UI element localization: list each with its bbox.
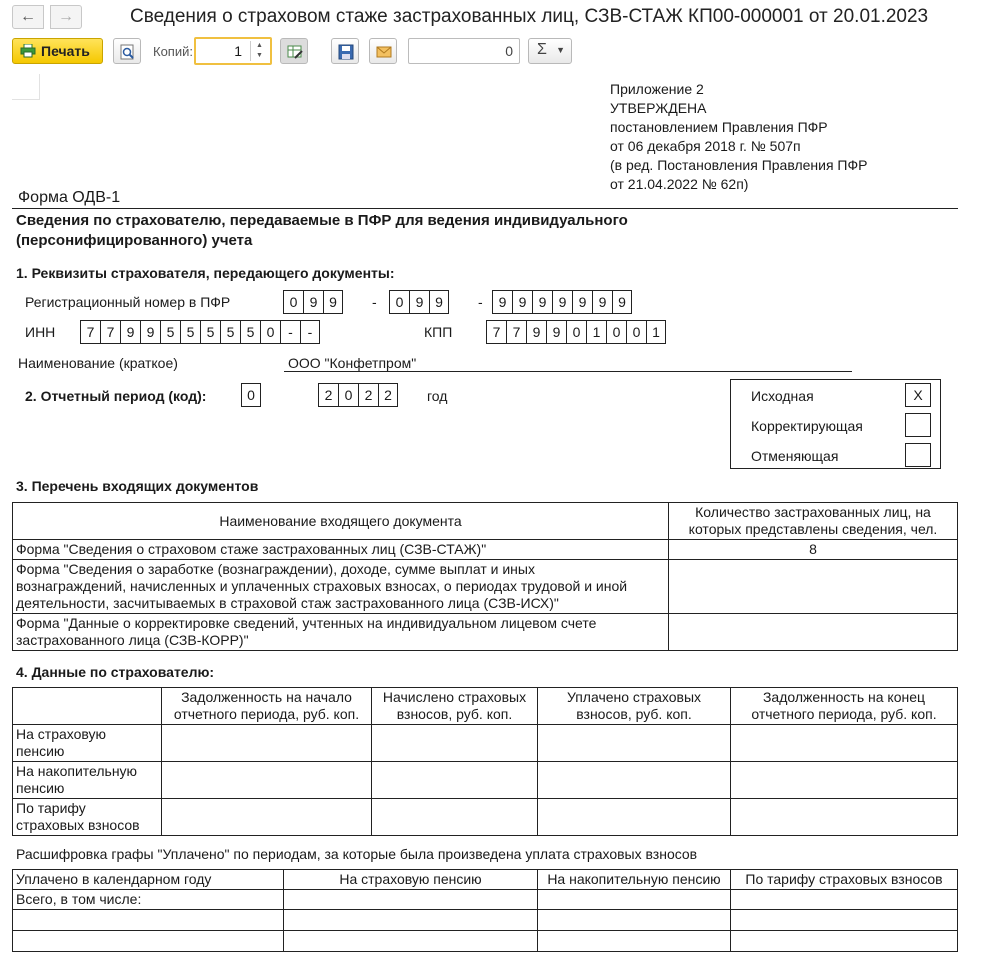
header-line: Задолженность на начало [181,689,352,705]
value-cell [538,725,731,762]
table-header-row [13,688,958,725]
header-line: Уплачено страховых [566,689,702,705]
appendix-line: Приложение 2 [610,81,704,97]
digit-cell: 9 [572,290,592,314]
count-cell: 8 [669,540,958,560]
period-code-cells [241,383,261,407]
chevron-down-icon: ▼ [556,45,565,55]
appendix-block [610,80,867,194]
printer-icon [20,44,36,58]
digit-cell: 9 [140,320,160,344]
digit-cell: 5 [240,320,260,344]
digit-cell: 9 [512,290,532,314]
col-paid [538,688,731,725]
reg-separator: - [478,294,483,310]
count-cell [669,614,958,651]
value-cell [538,910,731,931]
header-line: Начислено страховых [382,689,527,705]
digit-cell: 9 [429,290,449,314]
digit-cell: 0 [260,320,280,344]
sum-type-dropdown[interactable] [528,38,572,64]
reg-number-part2 [389,290,449,314]
header-line: Задолженность на конец [762,689,926,705]
digit-cell: 9 [592,290,612,314]
digit-cell: 0 [626,320,646,344]
digit-cell: 9 [546,320,566,344]
type-initial-checkbox: X [905,383,931,407]
section-1-title: 1. Реквизиты страхователя, передающего документы: [16,265,395,281]
appendix-line: (в ред. Постановления Правления ПФР [610,157,868,173]
digit-cell: 5 [200,320,220,344]
preview-button[interactable] [113,38,141,64]
header-line: которых представлены сведения, чел. [688,521,938,537]
year-cells [318,383,398,407]
table-row [13,725,958,762]
table-row [13,890,958,910]
cell-line: страховых взносов [16,817,140,833]
title-bar [0,0,1003,34]
paid-breakdown-caption: Расшифровка графы "Уплачено" по периодам, за которые была произведена уплата страховых взносов [16,846,698,862]
digit-cell: 7 [80,320,100,344]
cell-line: На страховую [16,726,107,742]
col-tariff: По тарифу страховых взносов [731,870,958,890]
envelope-icon [376,44,392,60]
edit-table-icon [287,44,303,60]
col-debt-end [731,688,958,725]
insurer-data-table [12,687,958,836]
value-cell [162,762,372,799]
inn-cells [80,320,320,344]
cell-line: деятельности, засчитываемых в страховой стаж застрахованного лица (СЗВ-ИСХ)" [16,595,559,611]
row-label-cell [13,762,162,799]
table-header-row [13,870,958,890]
cell-line: На накопительную [16,763,138,779]
corner-cell [13,688,162,725]
digit-cell: 9 [492,290,512,314]
col-insurance-pension: На страховую пенсию [284,870,538,890]
sheet-corner [12,74,40,100]
reg-number-part1 [283,290,343,314]
digit-cell: 5 [180,320,200,344]
digit-cell: 9 [552,290,572,314]
kpp-cells [486,320,666,344]
digit-cell: 1 [646,320,666,344]
col-debt-start [162,688,372,725]
digit-cell: - [300,320,320,344]
type-correcting-checkbox [905,413,931,437]
doc-name-cell [13,614,669,651]
reg-number-part3 [492,290,632,314]
digit-cell: 9 [532,290,552,314]
report-type-box [730,379,941,469]
arrow-right-icon: → [58,8,74,25]
table-row [13,540,958,560]
digit-cell: 0 [338,383,358,407]
digit-cell: 9 [120,320,140,344]
arrow-left-icon: ← [20,8,36,25]
value-cell [538,799,731,836]
header-line: взносов, руб. коп. [396,706,513,722]
copies-spinner[interactable]: ▲ ▼ [250,41,268,61]
name-label: Наименование (краткое) [18,355,178,371]
col-funded-pension: На накопительную пенсию [538,870,731,890]
value-cell [538,762,731,799]
digit-cell: - [280,320,300,344]
section-3-title: 3. Перечень входящих документов [16,478,259,494]
value-cell [731,931,958,952]
cell-line: застрахованного лица (СЗВ-КОРР)" [16,632,249,648]
window-title: Сведения о страховом стаже застрахованных лиц, СЗВ-СТАЖ КП00-000001 от 20.01.2023 [130,6,929,27]
cell-line: пенсию [16,743,65,759]
value-cell [284,910,538,931]
table-row [13,762,958,799]
digit-cell: 0 [566,320,586,344]
incoming-docs-table [12,502,958,651]
digit-cell: 0 [606,320,626,344]
header-line: Количество застрахованных лиц, на [695,504,931,520]
cell-line: Форма "Сведения о заработке (вознаграждении), доходе, сумме выплат и иных [16,561,535,577]
digit-cell: 2 [318,383,338,407]
value-cell [372,799,538,836]
digit-cell: 0 [389,290,409,314]
value-cell [372,725,538,762]
form-heading-line2: (персонифицированного) учета [16,232,253,249]
value-cell [731,910,958,931]
total-label-cell: Всего, в том числе: [13,890,284,910]
company-name-underline [284,371,852,372]
form-name: Форма ОДВ-1 [18,189,121,206]
digit-cell: 5 [160,320,180,344]
section-2-title: 2. Отчетный период (код): [25,388,207,404]
copies-input[interactable] [194,37,272,65]
copies-label: Копий: [153,44,193,59]
value-cell [538,931,731,952]
header-line: отчетного периода, руб. коп. [751,706,937,722]
value-cell [284,890,538,910]
digit-cell: 7 [506,320,526,344]
cell-line: пенсию [16,780,65,796]
row-label-cell [13,799,162,836]
year-suffix: год [427,388,448,404]
sum-field[interactable]: 0 [408,38,520,64]
printed-form [12,74,1003,954]
copies-value: 1 [234,43,242,59]
value-cell [538,890,731,910]
table-row [13,931,958,952]
reg-separator: - [372,294,377,310]
value-cell [162,799,372,836]
value-cell [162,725,372,762]
value-cell [13,931,284,952]
toolbar [0,36,1003,68]
print-button-label: Печать [41,43,90,59]
digit-cell: 7 [100,320,120,344]
digit-cell: 9 [303,290,323,314]
cell-line: вознаграждений, начисленных и уплаченных страховых взносах, о периодах трудовой и иной [16,578,628,594]
table-row [13,910,958,931]
col-year: Уплачено в календарном году [13,870,284,890]
digit-cell: 7 [486,320,506,344]
section-4-title: 4. Данные по страхователю: [16,664,215,680]
digit-cell: 2 [358,383,378,407]
appendix-line: от 06 декабря 2018 г. № 507п [610,138,801,154]
type-initial-label: Исходная [751,388,814,404]
table-row [13,614,958,651]
print-button[interactable] [12,38,103,64]
digit-cell: 0 [283,290,303,314]
cell-line: По тарифу [16,800,86,816]
table-row [13,799,958,836]
col-accrued [372,688,538,725]
cell-line: Форма "Сведения о страховом стаже застрахованных лиц (СЗВ-СТАЖ)" [16,541,487,557]
sigma-icon: Σ [537,41,547,58]
value-cell [731,890,958,910]
table-row [13,560,958,614]
header-line: отчетного периода, руб. коп. [173,706,360,722]
value-cell [372,762,538,799]
row-label-cell [13,725,162,762]
floppy-disk-icon [338,44,354,60]
form-heading-line1: Сведения по страхователю, передаваемые в ПФР для ведения индивидуального [16,212,628,229]
table-header-row [13,503,958,540]
value-cell [731,762,958,799]
company-name: ООО "Конфетпром" [288,355,417,371]
appendix-line: от 21.04.2022 № 62п) [610,176,749,192]
edit-mode-button[interactable] [280,38,308,64]
save-button[interactable] [331,38,359,64]
appendix-line: УТВЕРЖДЕНА [610,100,707,116]
magnifier-icon [120,44,136,60]
cell-line: Форма "Данные о корректировке сведений, учтенных на индивидуальном лицевом счете [16,615,597,631]
header-line: взносов, руб. коп. [576,706,692,722]
inn-label: ИНН [25,324,56,340]
digit-cell: 9 [526,320,546,344]
digit-cell: 9 [323,290,343,314]
col-count [669,503,958,540]
reg-number-label: Регистрационный номер в ПФР [25,294,231,310]
paid-breakdown-table [12,869,958,952]
digit-cell: 5 [220,320,240,344]
forward-button[interactable] [50,5,82,29]
doc-name-cell [13,540,669,560]
value-cell [13,910,284,931]
count-cell [669,560,958,614]
doc-name-cell [13,560,669,614]
col-doc-name: Наименование входящего документа [13,503,669,540]
type-correcting-label: Корректирующая [751,418,863,434]
digit-cell: 9 [612,290,632,314]
digit-cell: 1 [586,320,606,344]
kpp-label: КПП [424,324,453,340]
value-cell [284,931,538,952]
send-email-button[interactable] [369,38,397,64]
digit-cell: 9 [409,290,429,314]
value-cell [731,725,958,762]
appendix-line: постановлением Правления ПФР [610,119,828,135]
back-button[interactable] [12,5,44,29]
digit-cell: 2 [378,383,398,407]
value-cell [731,799,958,836]
type-canceling-checkbox [905,443,931,467]
type-canceling-label: Отменяющая [751,448,839,464]
digit-cell: 0 [241,383,261,407]
form-name-rule [12,208,958,209]
